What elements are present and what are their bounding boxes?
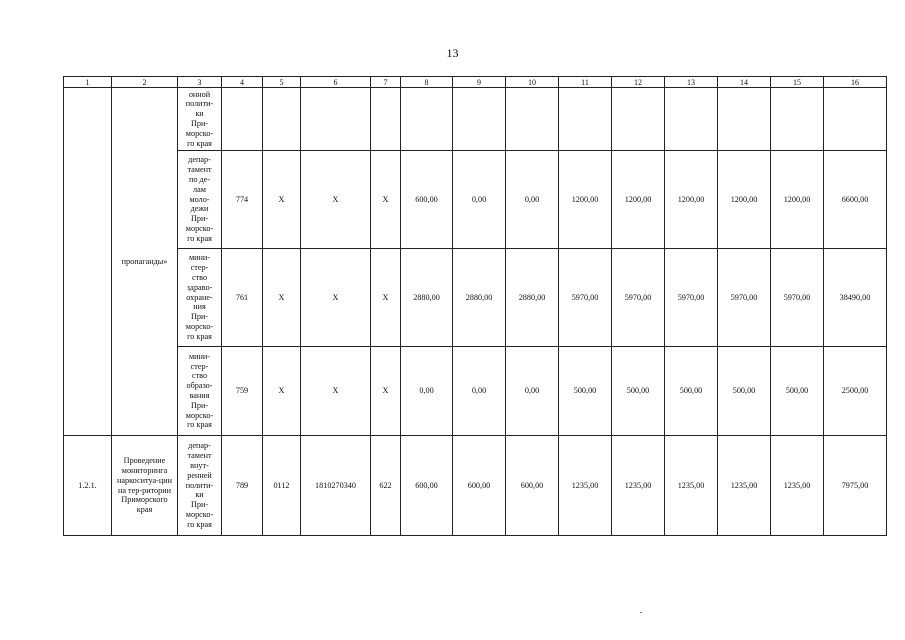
value-cell: 500,00 (771, 347, 824, 436)
table-row (64, 151, 887, 249)
value-cell (665, 88, 718, 151)
value-cell (506, 88, 559, 151)
event-name-cell: Проведение мониторинга наркоситуа-ции на тер-ритории Приморского края (112, 436, 178, 536)
value-cell: Х (371, 249, 401, 347)
value-cell: 500,00 (665, 347, 718, 436)
value-cell: 1200,00 (771, 151, 824, 249)
item-number-cell (64, 88, 112, 436)
column-header: 9 (453, 77, 506, 88)
value-cell (824, 88, 887, 151)
executor-text: онной полити- ки При- морско- го края (185, 89, 214, 148)
value-cell: 7975,00 (824, 436, 887, 536)
value-cell: 774 (222, 151, 263, 249)
column-header: 4 (222, 77, 263, 88)
value-cell (559, 88, 612, 151)
value-cell: Х (301, 347, 371, 436)
value-cell: 759 (222, 347, 263, 436)
value-cell: 500,00 (559, 347, 612, 436)
table-row (64, 88, 887, 151)
value-cell: 0,00 (506, 151, 559, 249)
value-cell: 5970,00 (718, 249, 771, 347)
value-cell: 761 (222, 249, 263, 347)
value-cell: 1200,00 (559, 151, 612, 249)
table-row (64, 249, 887, 347)
table-header-row (64, 77, 887, 88)
column-header: 12 (612, 77, 665, 88)
value-cell: 1235,00 (718, 436, 771, 536)
value-cell: 1235,00 (665, 436, 718, 536)
value-cell: Х (371, 151, 401, 249)
table-row (64, 436, 887, 536)
value-cell: 2880,00 (453, 249, 506, 347)
value-cell: 38490,00 (824, 249, 887, 347)
table-row (64, 347, 887, 436)
value-cell (401, 88, 453, 151)
value-cell: 2880,00 (506, 249, 559, 347)
value-cell: Х (301, 151, 371, 249)
executor-cell (178, 347, 222, 436)
executor-cell (178, 88, 222, 151)
column-header: 11 (559, 77, 612, 88)
executor-text: мини- стер- ство здраво- охране- ния При- морско- го края (185, 253, 214, 341)
page-number: 13 (446, 46, 459, 60)
column-header: 1 (64, 77, 112, 88)
value-cell: 500,00 (612, 347, 665, 436)
column-header: 14 (718, 77, 771, 88)
value-cell: 0112 (263, 436, 301, 536)
executor-cell (178, 249, 222, 347)
value-cell: 5970,00 (559, 249, 612, 347)
value-cell (371, 88, 401, 151)
value-cell: 0,00 (401, 347, 453, 436)
column-header: 15 (771, 77, 824, 88)
value-cell (771, 88, 824, 151)
event-name-cell: пропаганды» (112, 88, 178, 436)
executor-cell (178, 436, 222, 536)
executor-text: мини- стер- ство образо- вания При- морско- го края (185, 351, 214, 430)
value-cell: 2880,00 (401, 249, 453, 347)
value-cell: 5970,00 (612, 249, 665, 347)
value-cell: 1235,00 (771, 436, 824, 536)
value-cell: Х (263, 347, 301, 436)
value-cell: Х (301, 249, 371, 347)
column-header: 6 (301, 77, 371, 88)
value-cell: 0,00 (506, 347, 559, 436)
value-cell: 600,00 (453, 436, 506, 536)
value-cell: Х (263, 151, 301, 249)
value-cell: 0,00 (453, 347, 506, 436)
value-cell: Х (263, 249, 301, 347)
item-number-cell: 1.2.1. (64, 436, 112, 536)
value-cell: 2500,00 (824, 347, 887, 436)
value-cell: 1200,00 (665, 151, 718, 249)
value-cell: 622 (371, 436, 401, 536)
value-cell (453, 88, 506, 151)
column-header: 16 (824, 77, 887, 88)
budget-table (63, 76, 887, 536)
column-header: 13 (665, 77, 718, 88)
value-cell: 1200,00 (612, 151, 665, 249)
value-cell: 1200,00 (718, 151, 771, 249)
executor-text: депар- тамент по де- лам моло- дежи При- морско- го края (185, 155, 214, 243)
executor-text: депар- тамент внут- ренней полити- ки При- морско- го края (185, 441, 214, 529)
value-cell: 789 (222, 436, 263, 536)
column-header: 8 (401, 77, 453, 88)
value-cell: 500,00 (718, 347, 771, 436)
column-header: 5 (263, 77, 301, 88)
value-cell: 600,00 (401, 436, 453, 536)
value-cell: 5970,00 (771, 249, 824, 347)
value-cell: 600,00 (401, 151, 453, 249)
executor-cell (178, 151, 222, 249)
column-header: 2 (112, 77, 178, 88)
value-cell: Х (371, 347, 401, 436)
column-header: 7 (371, 77, 401, 88)
value-cell: 1810270340 (301, 436, 371, 536)
value-cell: 1235,00 (559, 436, 612, 536)
value-cell: 0,00 (453, 151, 506, 249)
value-cell: 5970,00 (665, 249, 718, 347)
value-cell (612, 88, 665, 151)
value-cell: 1235,00 (612, 436, 665, 536)
column-header: 3 (178, 77, 222, 88)
value-cell (263, 88, 301, 151)
value-cell (222, 88, 263, 151)
value-cell (301, 88, 371, 151)
scan-speck (640, 612, 642, 613)
column-header: 10 (506, 77, 559, 88)
value-cell (718, 88, 771, 151)
value-cell: 600,00 (506, 436, 559, 536)
value-cell: 6600,00 (824, 151, 887, 249)
